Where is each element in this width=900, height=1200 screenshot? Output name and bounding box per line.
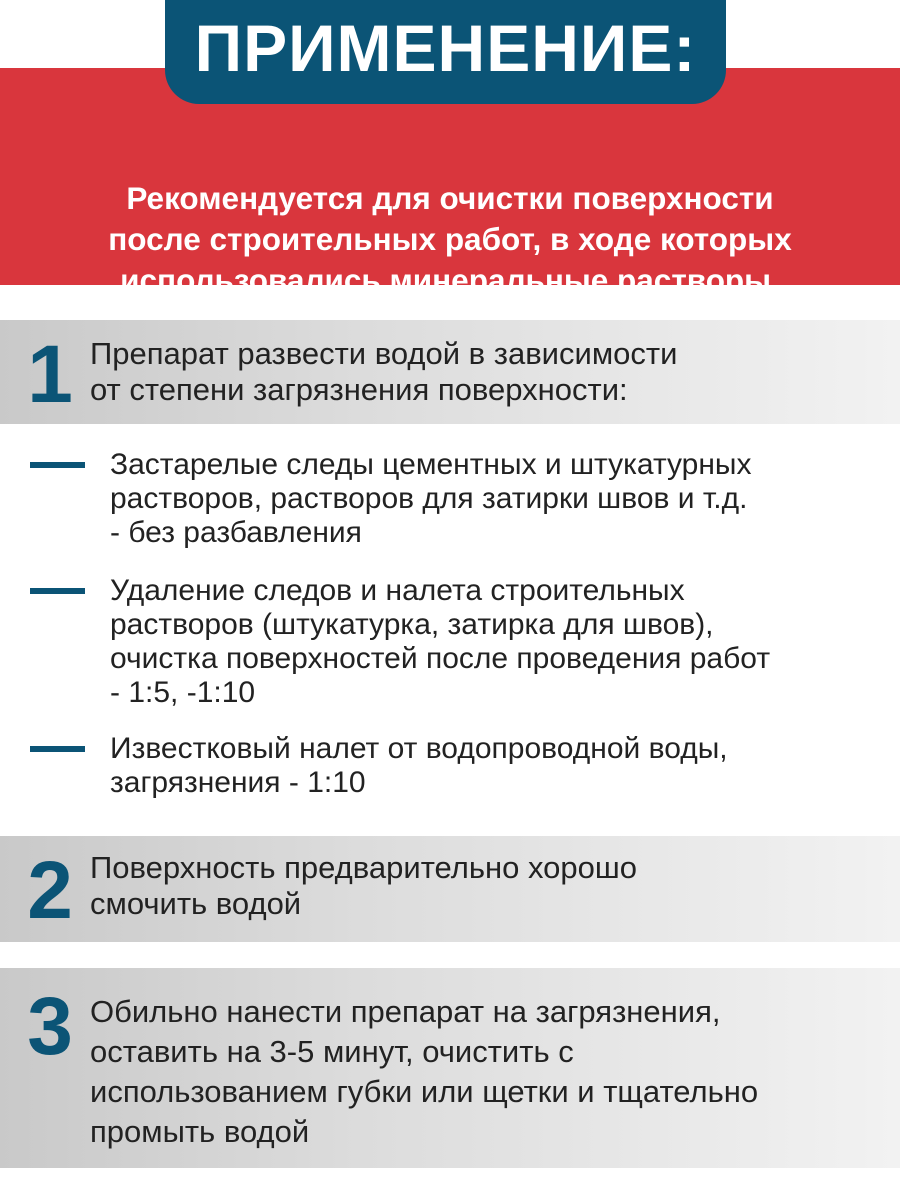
- item-line: - без разбавления: [110, 516, 362, 549]
- item-line: очистка поверхностей после проведения работ: [110, 642, 771, 675]
- intro-description: [0, 178, 900, 342]
- item-line: Застарелые следы цементных и штукатурных: [110, 448, 752, 481]
- step-number: 3: [27, 981, 73, 1072]
- step-text: [90, 336, 880, 408]
- step-2: [0, 836, 900, 942]
- step-3: [0, 968, 900, 1168]
- step-text: [90, 992, 880, 1152]
- step-line: смочить водой: [90, 886, 302, 921]
- page-title: ПРИМЕНЕНИЕ:: [194, 11, 697, 85]
- item-text: [110, 574, 890, 710]
- title-tab: [165, 0, 726, 104]
- step-1: [0, 320, 900, 424]
- intro-line: после строительных работ, в ходе которых: [108, 221, 792, 257]
- step-number: 1: [27, 329, 73, 420]
- step-line: от степени загрязнения поверхности:: [90, 372, 628, 407]
- dash-marker: [30, 588, 85, 594]
- item-line: растворов, растворов для затирки швов и т.д.: [110, 482, 748, 515]
- item-line: растворов (штукатурка, затирка для швов),: [110, 608, 714, 641]
- step-line: Поверхность предварительно хорошо: [90, 850, 637, 885]
- intro-line: Рекомендуется для очистки поверхности: [126, 180, 774, 216]
- step-line: Препарат развести водой в зависимости: [90, 336, 678, 371]
- step-line: оставить на 3-5 минут, очистить с: [90, 1034, 574, 1069]
- step-line: использованием губки или щетки и тщательно: [90, 1074, 759, 1109]
- dash-marker: [30, 746, 85, 752]
- item-line: - 1:5, -1:10: [110, 676, 256, 709]
- step-number: 2: [27, 845, 73, 936]
- intro-line: использовались минеральные растворы,: [120, 262, 780, 298]
- item-line: Удаление следов и налета строительных: [110, 574, 685, 607]
- step-line: промыть водой: [90, 1114, 310, 1149]
- item-line: загрязнения - 1:10: [110, 766, 366, 799]
- step-text: [90, 850, 880, 922]
- item-line: Известковый налет от водопроводной воды,: [110, 732, 728, 765]
- item-text: [110, 732, 890, 800]
- step-line: Обильно нанести препарат на загрязнения,: [90, 994, 721, 1029]
- dash-marker: [30, 462, 85, 468]
- item-text: [110, 448, 890, 550]
